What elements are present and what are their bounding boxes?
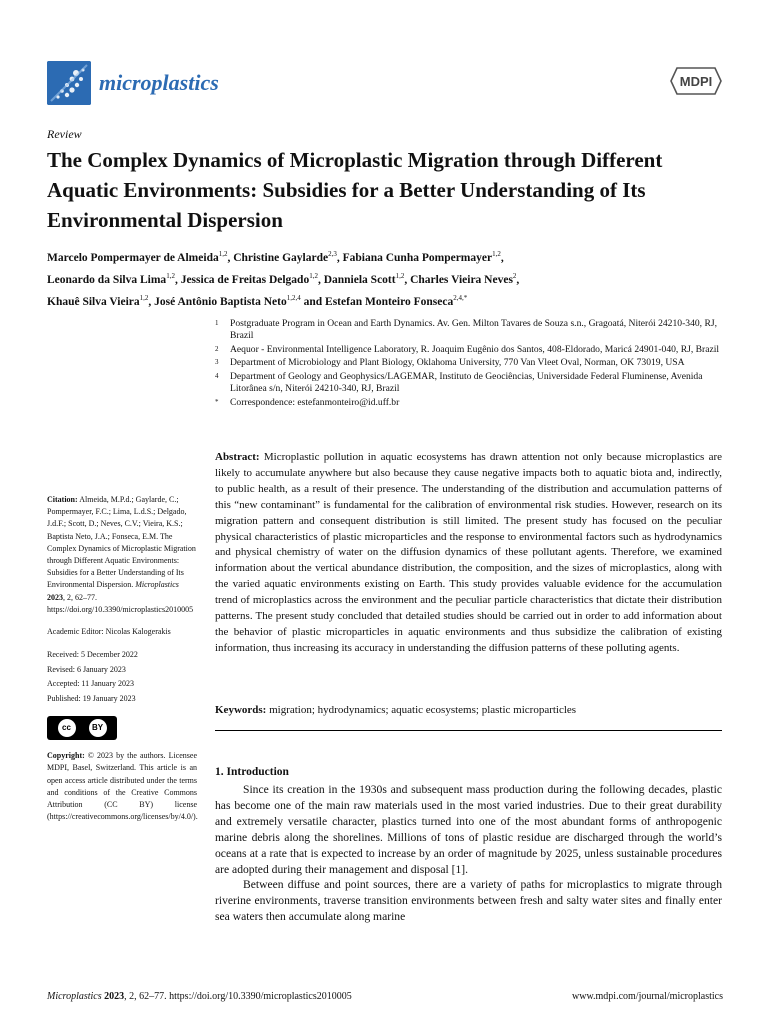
sidebar (47, 494, 197, 823)
keywords-text: migration; hydrodynamics; aquatic ecosystems; plastic microparticles (269, 704, 577, 716)
mdpi-logo-icon[interactable] (669, 66, 723, 96)
affiliation-item: 1 Postgraduate Program in Ocean and Earth Dynamics. Av. Gen. Milton Tavares de Souza s.n., Gragoatá, Niterói 24210-340, RJ, Brazil (215, 318, 717, 342)
footer-citation (47, 991, 352, 1002)
author-affil-sup: 2,3 (328, 250, 337, 258)
author-name[interactable]: Khauê Silva Vieira (47, 295, 140, 308)
paragraph: Since its creation in the 1930s and subsequent mass production during the following decades, plastic has become one of the main raw materials used in the most varied industries. Due to their great durability and extremely versatile character, plastics turned into one of the most abundant forms of anthropogenic marine debris along the shorelines. Millions of tons of plastic residue are discharged through the world’s oceans at a rate that is expected to increase by an order of magnitude by 2025, unless sustainable procedures are adopted during their management and disposal [1]. (215, 783, 722, 876)
author-name[interactable]: Fabiana Cunha Pompermayer (342, 251, 493, 264)
received-date: Received: 5 December 2022 (47, 650, 138, 660)
author-affil-sup: 1,2 (139, 293, 149, 302)
author-name[interactable]: Christine Gaylarde (233, 251, 329, 264)
author-affil-sup: 1,2 (309, 271, 318, 280)
introduction-heading: 1. Introduction (215, 766, 289, 778)
author-affil-sup: 2 (512, 271, 517, 280)
author-affil-sup: 1,2 (492, 250, 501, 258)
affiliation-item: 4 Department of Geology and Geophysics/LAGEMAR, Instituto de Geociências, Universidade Federal Fluminense, Avenida Litorânea s/n, Niterói 24210-340, RJ, Brazil (215, 370, 703, 395)
editor-label: Academic Editor: (47, 627, 104, 637)
citation-block (47, 494, 197, 616)
by-icon: BY (89, 719, 107, 737)
author-name[interactable]: Jessica de Freitas Delgado (180, 273, 310, 286)
citation-text: Almeida, M.P.d.; Gaylarde, C.; Pompermayer, F.C.; Lima, L.d.S.; Delgado, J.d.F.; Scott, D.; Neves, C.V.; Vieira, K.S.; Baptista Neto, J.A.; Fonseca, E.M. The Complex Dynamics of Microplastic Migration through Different Aquatic Environments: Subsidies for a Better Understanding of Its Environmental Dispersion. (47, 495, 196, 590)
author-list: Marcelo Pompermayer de Almeida$^{1,2}$, Christine Gaylarde$^{2,3}$, Fabiana Cunha Pompermayer$^{1,2}$, Leonardo da Silva Lima$^{1,2}$, Jessica de Freitas Delgado$^{1,2}$, Danniela Scott$^{1,2}$, Charles Vieira Neves$^2$, Khauê Silva Vieira$^{1,2}$, José Antônio Baptista Neto$^{1,2,4}$ and Estefan Monteiro Fonseca$^{2,4,*}$ (47, 250, 520, 308)
abstract-label: Abstract: (215, 451, 260, 463)
author-name[interactable]: Danniela Scott (323, 273, 396, 286)
author-name[interactable]: Leonardo da Silva Lima (47, 273, 167, 286)
revised-date: Revised: 6 January 2023 (47, 664, 126, 674)
correspondence: * Correspondence: estefanmonteiro@id.uff.br (215, 396, 400, 408)
author-name[interactable]: José Antônio Baptista Neto (154, 295, 287, 308)
abstract (215, 450, 722, 657)
keywords-label: Keywords: (215, 704, 267, 716)
author-affil-sup: 1,2 (166, 271, 175, 280)
published-date: Published: 19 January 2023 (47, 693, 136, 703)
paragraph: Between diffuse and point sources, there are a variety of paths for microplastics to migrate through riverine environments, traverse transition environments between fresh and salty water sites and finally enter sea waters then accumulate along marine (215, 878, 722, 924)
affiliation-item: 3 Department of Microbiology and Plant Biology, Oklahoma University, 770 Van Vleet Oval, Norman, OK 73019, USA (215, 357, 685, 369)
accepted-date: Accepted: 11 January 2023 (47, 679, 135, 689)
journal-logo-icon (47, 61, 91, 105)
affiliations (215, 318, 725, 410)
journal-name[interactable]: microplastics (99, 70, 219, 95)
copyright-block (47, 750, 197, 823)
abstract-text: Microplastic pollution in aquatic ecosystems has drawn attention not only because microplastics are likely to accumulate anywhere but also because they cause negative impacts both to aquatic biota and, indirectly, to public health, as a result of their presence. The understanding of the distribution and accumulation patterns of this “new contaminant” is fundamental for the calibration of environmental risk studies. However, research on its migration pattern and consequent distribution is still limited. The present study has focused on the peculiar physical characteristics of plastic microparticles and the response to environmental factors such as hydrodynamics and physical chemistry of water on the diffusion dynamics of these pollutant agents. Therefore, we examined information about the vertical abundance distribution, the composition, and the sizes of microplastics, along with the varied aquatic environments existing on Earth. This study provides valuable evidence for the accumulation trend of microplastics across the environment and the peculiar particle characteristics that dictate their distribution patterns. The present study concluded that detailed studies should be carried out in order to add information about the behavior of plastic microparticles in aquatic environments and thus subsidize the calibration of existing information, thus increasing its accuracy in understanding the diffusion patterns of these polluting agents. (215, 451, 723, 654)
publisher-logo-text: MDPI (679, 74, 713, 89)
copyright-text: © 2023 by the authors. Licensee MDPI, Basel, Switzerland. This article is an open access article distributed under the terms and conditions of the Creative Commons Attribution (CC BY) license (https://creativecommons.org/licenses/by/4.0/). (47, 751, 198, 822)
citation-label: Citation: (47, 495, 78, 504)
article-type: Review (47, 127, 82, 141)
section-divider (215, 730, 722, 731)
citation-year: 2023 (47, 592, 63, 602)
citation-journal: Microplastics (135, 580, 179, 590)
author-affil-sup: 1,2,4 (286, 293, 301, 302)
article-title: The Complex Dynamics of Microplastic Migration through Different Aquatic Environments: Subsidies for a Better Understanding of Its Environmental Dispersion (47, 148, 663, 232)
author-affil-sup: 2,4,* (453, 293, 468, 302)
author-affil-sup: 1,2 (218, 250, 228, 258)
copyright-label: Copyright: (47, 751, 85, 761)
affiliation-item: 2 Aequor - Environmental Intelligence Laboratory, R. Joaquim Eugênio dos Santos, 408-Eldorado, Maricá 24901-040, RJ, Brazil (215, 343, 720, 355)
editor-name: Nicolas Kalogerakis (105, 627, 171, 637)
cc-icon: cc (58, 719, 76, 737)
author-affil-sup: 1,2 (395, 271, 405, 280)
introduction-body (215, 782, 722, 925)
footer-url[interactable]: www.mdpi.com/journal/microplastics (572, 991, 723, 1002)
author-name[interactable]: Charles Vieira Neves (410, 273, 513, 286)
article-dates (47, 648, 197, 706)
keywords (215, 703, 722, 718)
footer-journal: Microplastics (47, 991, 102, 1002)
footer-year: 2023 (104, 991, 125, 1002)
academic-editor (47, 626, 197, 638)
footer-doi[interactable]: , 2, 62–77. https://doi.org/10.3390/microplastics2010005 (124, 991, 352, 1002)
cc-by-license-icon[interactable] (47, 716, 117, 740)
citation-doi[interactable]: , 2, 62–77. https://doi.org/10.3390/microplastics2010005 (47, 592, 194, 614)
author-name[interactable]: Estefan Monteiro Fonseca (325, 295, 454, 308)
author-name[interactable]: Marcelo Pompermayer de Almeida (47, 251, 219, 264)
